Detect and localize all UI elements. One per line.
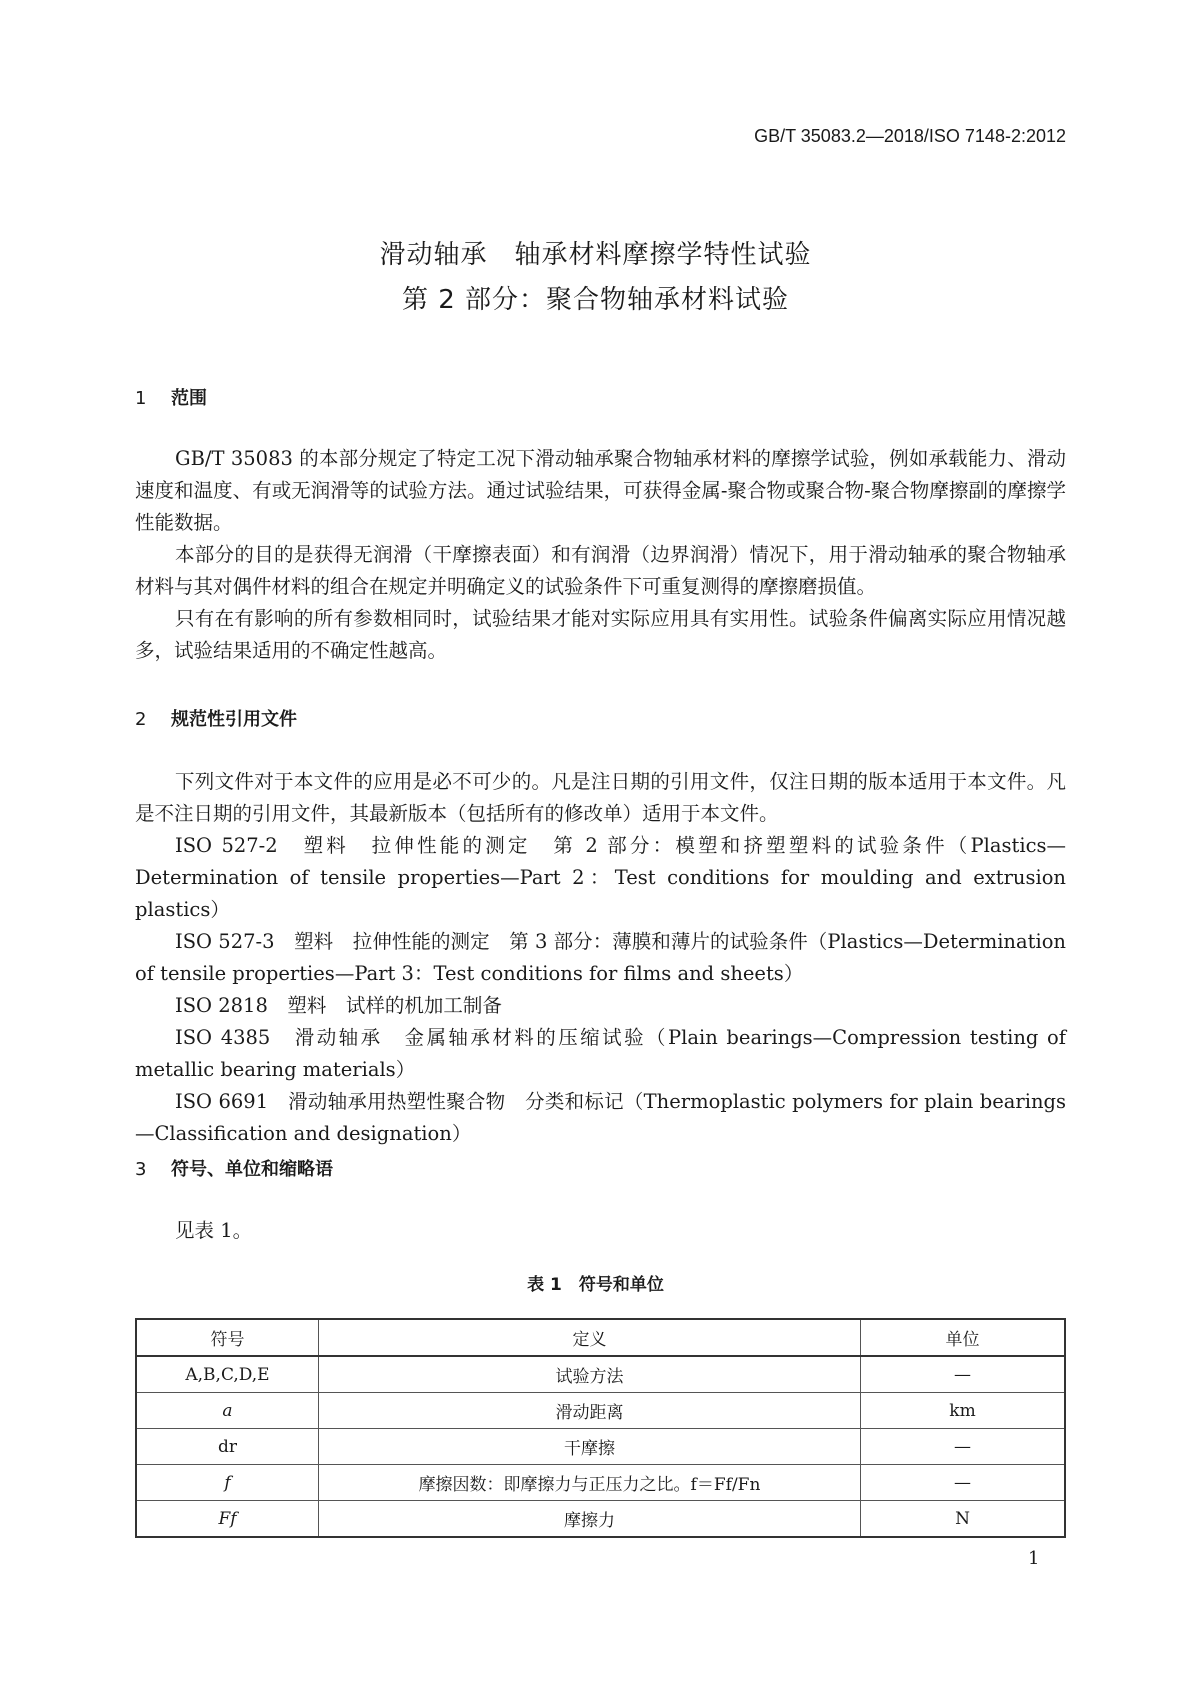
- unit-cell: —: [861, 1356, 1066, 1393]
- definition-cell: 滑动距离: [319, 1393, 861, 1429]
- unit-cell: —: [861, 1465, 1066, 1501]
- table-row: [136, 1501, 1065, 1538]
- table-caption: 表 1 符号和单位: [527, 1275, 664, 1295]
- symbols-units-table: [135, 1318, 1066, 1538]
- section-title: 规范性引用文件: [171, 709, 297, 730]
- paragraph: GB/T 35083 的本部分规定了特定工况下滑动轴承聚合物轴承材料的摩擦学试验，例如承载能力、滑动速度和温度、有或无润滑等的试验方法。通过试验结果，可获得金属-聚合物或聚合物-聚合物摩擦副的摩擦学性能数据。: [135, 447, 1066, 534]
- standard-header: GB/T 35083.2—2018/ISO 7148-2:2012: [754, 126, 1066, 146]
- definition-cell: 试验方法: [319, 1356, 861, 1393]
- reference-item: ISO 6691 滑动轴承用热塑性聚合物 分类和标记（Thermoplastic polymers for plain bearings—Classification and designation）: [135, 1090, 1066, 1145]
- table-row: [136, 1429, 1065, 1465]
- section-heading-scope: [135, 384, 207, 410]
- definition-cell: 摩擦力: [319, 1501, 861, 1538]
- section-number: 3: [135, 1159, 147, 1180]
- scope-body: [135, 443, 1066, 667]
- section-title: 范围: [171, 388, 207, 409]
- reference-item: ISO 4385 滑动轴承 金属轴承材料的压缩试验（Plain bearings—Compression testing of metallic bearing materials）: [135, 1026, 1066, 1081]
- table-row: [136, 1465, 1065, 1501]
- symbols-body: [135, 1215, 1066, 1247]
- section-number: 2: [135, 709, 147, 730]
- definition-cell: 摩擦因数：即摩擦力与正压力之比。f＝Ff/Fn: [319, 1465, 861, 1501]
- table-header-row: [136, 1319, 1065, 1356]
- section-heading-normative-references: [135, 705, 297, 731]
- paragraph: 本部分的目的是获得无润滑（干摩擦表面）和有润滑（边界润滑）情况下，用于滑动轴承的聚合物轴承材料与其对偶件材料的组合在规定并明确定义的试验条件下可重复测得的摩擦磨损值。: [135, 543, 1066, 598]
- column-header: 符号: [136, 1319, 319, 1356]
- document-title-line1: 滑动轴承 轴承材料摩擦学特性试验: [379, 240, 812, 270]
- column-header: 定义: [319, 1319, 861, 1356]
- paragraph: 见表 1。: [175, 1219, 253, 1242]
- unit-cell: N: [861, 1501, 1066, 1538]
- reference-item: ISO 527-2 塑料 拉伸性能的测定 第 2 部分：模塑和挤塑塑料的试验条件（Plastics—Determination of tensile properties—Part 2：Test conditions for moulding and extrusion plastics）: [135, 834, 1066, 921]
- column-header: 单位: [861, 1319, 1066, 1356]
- section-heading-symbols: [135, 1155, 333, 1181]
- table-row: [136, 1356, 1065, 1393]
- paragraph: 只有在有影响的所有参数相同时，试验结果才能对实际应用具有实用性。试验条件偏离实际应用情况越多，试验结果适用的不确定性越高。: [135, 607, 1066, 662]
- reference-item: ISO 527-3 塑料 拉伸性能的测定 第 3 部分：薄膜和薄片的试验条件（Plastics—Determination of tensile properties—Part 3：Test conditions for films and sheets）: [135, 930, 1066, 985]
- symbol-cell: dr: [136, 1429, 319, 1465]
- definition-cell: 干摩擦: [319, 1429, 861, 1465]
- paragraph: 下列文件对于本文件的应用是必不可少的。凡是注日期的引用文件，仅注日期的版本适用于本文件。凡是不注日期的引用文件，其最新版本（包括所有的修改单）适用于本文件。: [135, 770, 1066, 825]
- symbol-cell: f: [136, 1465, 319, 1501]
- table-row: [136, 1393, 1065, 1429]
- symbol-cell: Ff: [136, 1501, 319, 1538]
- document-title-line2: 第 2 部分：聚合物轴承材料试验: [401, 285, 790, 315]
- page-number: 1: [1028, 1548, 1040, 1569]
- references-body: [135, 766, 1066, 1150]
- section-title: 符号、单位和缩略语: [171, 1159, 333, 1180]
- symbol-cell: A,B,C,D,E: [136, 1356, 319, 1393]
- reference-item: ISO 2818 塑料 试样的机加工制备: [175, 994, 502, 1017]
- section-number: 1: [135, 388, 147, 409]
- symbol-cell: a: [136, 1393, 319, 1429]
- unit-cell: —: [861, 1429, 1066, 1465]
- unit-cell: km: [861, 1393, 1066, 1429]
